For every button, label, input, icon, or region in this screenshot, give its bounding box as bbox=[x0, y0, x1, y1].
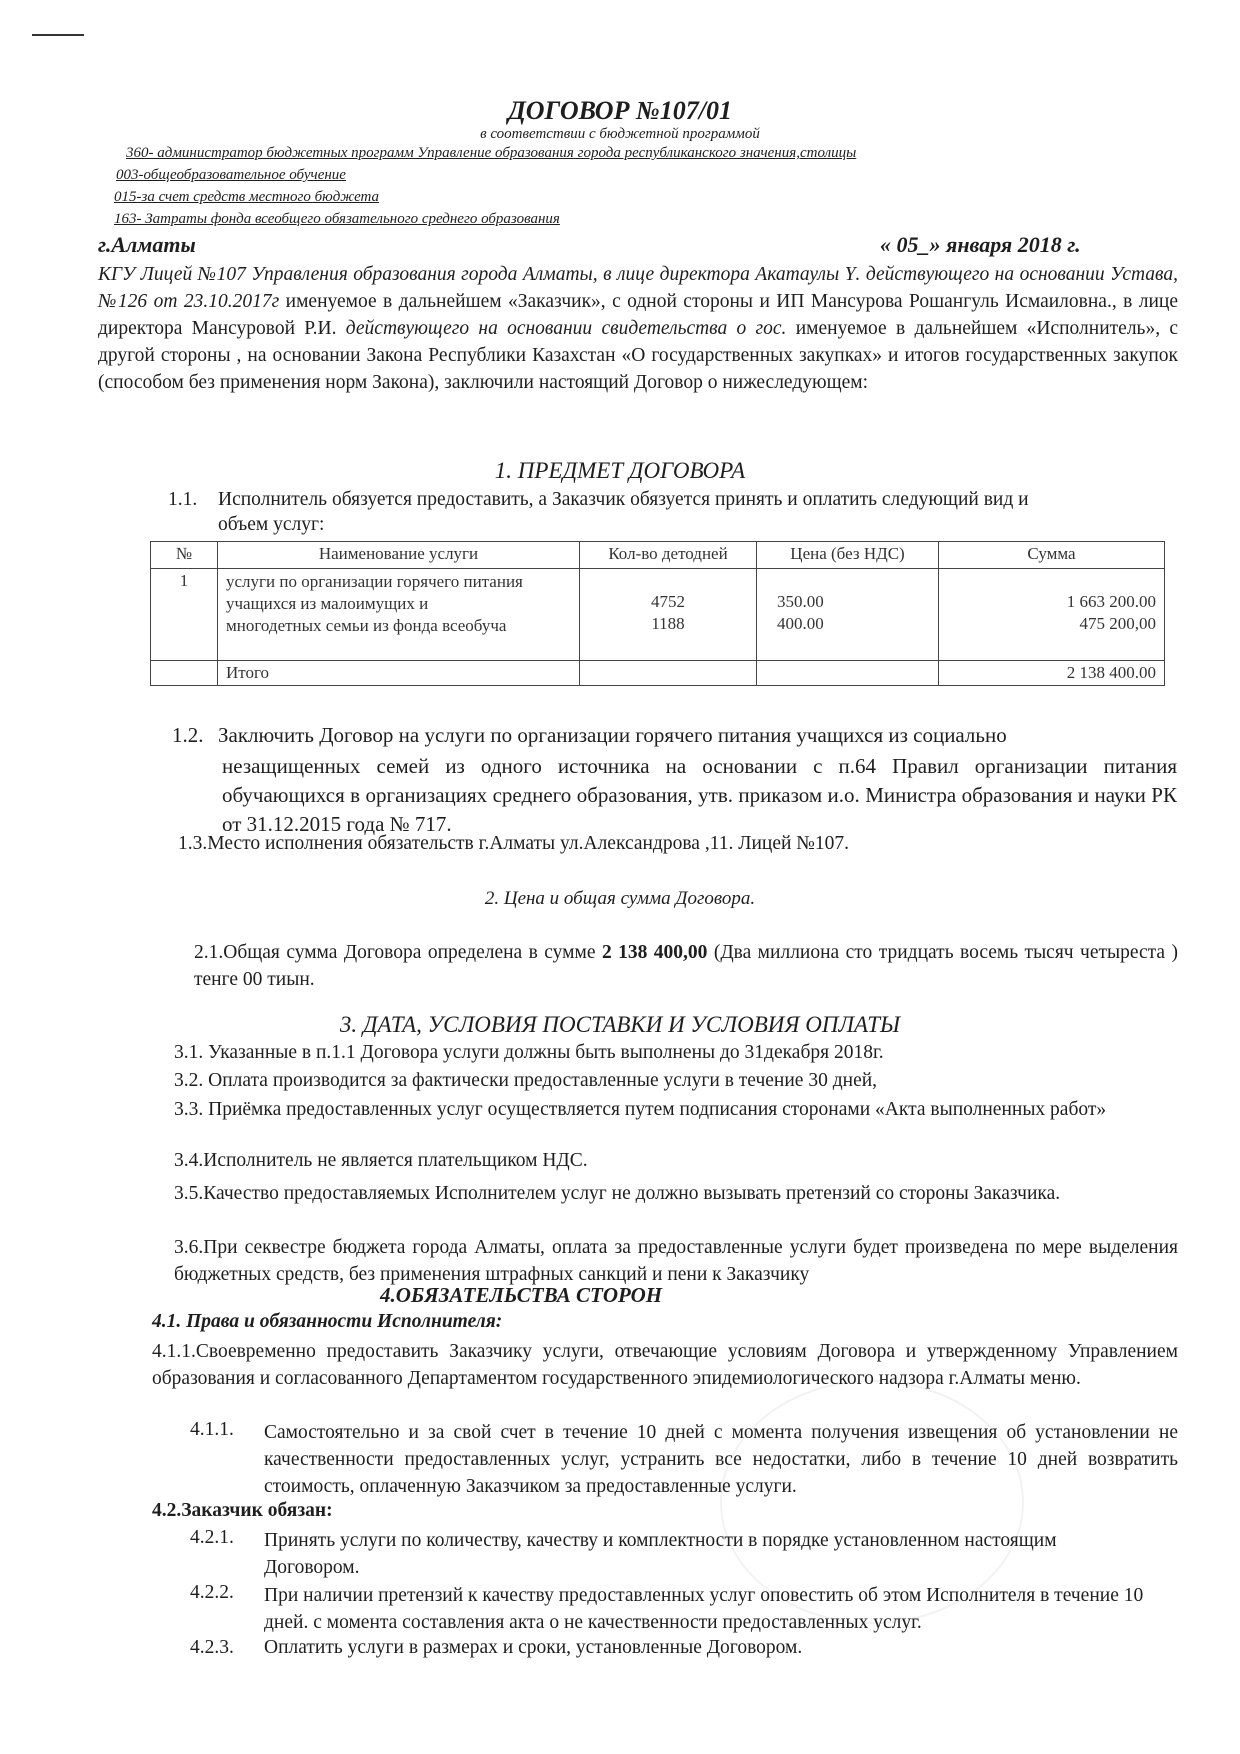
section-3-heading: 3. ДАТА, УСЛОВИЯ ПОСТАВКИ И УСЛОВИЯ ОПЛАТЫ bbox=[339, 1012, 901, 1037]
clause-4-2-1: Принять услуги по количеству, качеству и комплектности в порядке установленном настоящим Договором. bbox=[264, 1530, 1057, 1578]
col-header-price: Цена (без НДС) bbox=[757, 542, 939, 569]
preamble bbox=[98, 261, 1178, 396]
preamble-customer: КГУ Лицей №107 Управления образования города Алматы, в лице директора Акатаулы Ү. действующего на основании Устава, №126 от 23.10.2017г bbox=[98, 264, 1178, 312]
clause-3-5: 3.5.Качество предоставляемых Исполнителем услуг не должно вызывать претензий со стороны Заказчика. bbox=[174, 1183, 1061, 1204]
clause-3-4: 3.4.Исполнитель не является плательщиком НДС. bbox=[174, 1150, 588, 1171]
col-header-qty: Кол-во детодней bbox=[580, 542, 757, 569]
clause-4-1-1-b: Самостоятельно и за свой счет в течение 10 дней с момента получения извещения об установлении не качественности предоставленных услуг, устранить все недостатки, либо в течение 10 дней возвратить стоимость, оплаченную Заказчиком за предоставленные услуги. bbox=[264, 1422, 1178, 1497]
cell-sum bbox=[939, 569, 1165, 661]
cell-price bbox=[757, 569, 939, 661]
qty-1: 4752 bbox=[651, 592, 685, 611]
budget-line-4: 163- Затраты фонда всеобщего обязательного среднего образования bbox=[114, 211, 560, 227]
section-4-heading: 4.ОБЯЗАТЕЛЬСТВА СТОРОН bbox=[380, 1283, 663, 1307]
cell-number: 1 bbox=[151, 569, 218, 661]
total-empty-qty bbox=[580, 661, 757, 686]
clause-3-3: 3.3. Приёмка предоставленных услуг осуществляется путем подписания сторонами «Акта выполненных работ» bbox=[174, 1099, 1107, 1120]
clause-1-3: 1.3.Место исполнения обязательств г.Алматы ул.Александрова ,11. Лицей №107. bbox=[178, 833, 850, 854]
service-line-3: многодетных семьи из фонда всеобуча bbox=[226, 616, 507, 635]
col-header-service: Наименование услуги bbox=[218, 542, 580, 569]
contract-city: г.Алматы bbox=[98, 232, 196, 257]
preamble-text-1: именуемое в дальнейшем «Заказчик», с одной стороны и ИП Мансурова Рошангуль Исмаиловна., в лице директора Мансуровой Р.И. bbox=[98, 291, 1178, 339]
section-2-heading: 2. Цена и общая сумма Договора. bbox=[484, 888, 756, 909]
total-label: Итого bbox=[218, 661, 580, 686]
clause-1-1-line-1: Исполнитель обязуется предоставить, а Заказчик обязуется принять и оплатить следующий вид и bbox=[218, 489, 1029, 510]
budget-line-3: 015-за счет средств местного бюджета bbox=[114, 189, 380, 205]
section-1-heading: 1. ПРЕДМЕТ ДОГОВОРА bbox=[494, 458, 746, 483]
clause-3-6: 3.6.При секвестре бюджета города Алматы, оплата за предоставленные услуги будет произведена по мере выделения бюджетных средств, без применения штрафных санкций и пени к Заказчику bbox=[174, 1237, 1178, 1285]
col-header-sum: Сумма bbox=[939, 542, 1165, 569]
clause-1-1-line-2: объем услуг: bbox=[218, 514, 325, 535]
clause-4-2-2-number: 4.2.2. bbox=[190, 1582, 234, 1603]
col-header-number: № bbox=[151, 542, 218, 569]
contract-subtitle: в соответствии с бюджетной программой bbox=[480, 126, 760, 142]
qty-2: 1188 bbox=[651, 614, 685, 633]
section-4-1-heading: 4.1. Права и обязанности Исполнителя: bbox=[152, 1311, 503, 1332]
clause-1-1-number: 1.1. bbox=[168, 489, 198, 510]
table-header-row bbox=[151, 542, 1165, 569]
clause-4-1-1-b-number: 4.1.1. bbox=[190, 1419, 234, 1440]
clause-4-2-3: Оплатить услуги в размерах и сроки, установленные Договором. bbox=[264, 1637, 803, 1658]
clause-3-2: 3.2. Оплата производится за фактически предоставленные услуги в течение 30 дней, bbox=[174, 1070, 878, 1091]
clause-2-1 bbox=[194, 939, 1178, 993]
service-line-1: услуги по организации горячего питания bbox=[226, 572, 523, 591]
preamble-basis: действующего на основании свидетельства о гос. bbox=[345, 318, 787, 339]
scan-mark bbox=[32, 34, 84, 36]
preamble-text-2: именуемое в дальнейшем «Исполнитель», с другой стороны , на основании Закона Республики Казахстан «О государственных закупках» и итогов государственных закупок (способом без применения норм Закона), заключили настоящий Договор о нижеследующем: bbox=[98, 318, 1178, 393]
total-value: 2 138 400.00 bbox=[939, 661, 1165, 686]
clause-4-1-1-a: 4.1.1.Своевременно предоставить Заказчику услуги, отвечающие условиям Договора и утвержденному Управлением образования и согласованного Департаментом государственного эпидемиологического надзора г.Алматы меню. bbox=[152, 1341, 1178, 1389]
budget-line-2: 003-общеобразовательное обучение bbox=[116, 167, 346, 183]
total-empty-cell bbox=[151, 661, 218, 686]
price-1: 350.00 bbox=[777, 592, 824, 611]
service-line-2: учащихся из малоимущих и bbox=[226, 594, 429, 613]
clause-2-1-text-b: (Два миллиона сто тридцать восемь тысяч четыреста ) тенге 00 тиын. bbox=[194, 942, 1178, 990]
cell-qty bbox=[580, 569, 757, 661]
budget-line-1: 360- администратор бюджетных программ Управление образования города республиканского значения,столицы bbox=[126, 145, 857, 161]
clause-2-1-text-a: 2.1.Общая сумма Договора определена в сумме bbox=[194, 942, 602, 963]
services-table bbox=[150, 541, 1165, 686]
price-2: 400.00 bbox=[777, 614, 824, 633]
sum-2: 475 200,00 bbox=[1079, 614, 1156, 633]
table-row bbox=[151, 569, 1165, 661]
clause-1-2-number: 1.2. bbox=[172, 723, 204, 747]
sum-1: 1 663 200.00 bbox=[1066, 592, 1156, 611]
contract-title: ДОГОВОР №107/01 bbox=[508, 96, 732, 125]
clause-4-2-1-number: 4.2.1. bbox=[190, 1527, 234, 1548]
clause-3-1: 3.1. Указанные в п.1.1 Договора услуги должны быть выполнены до 31декабря 2018г. bbox=[174, 1042, 884, 1063]
clause-1-2-body: незащищенных семей из одного источника на основании с п.64 Правил организации питания обучающихся в организациях среднего образования, утв. приказом и.о. Министра образования и науки РК от 31.12.2015 года № 717. bbox=[222, 754, 1177, 836]
section-4-2-heading: 4.2.Заказчик обязан: bbox=[152, 1500, 333, 1521]
clause-4-2-2: При наличии претензий к качеству предоставленных услуг оповестить об этом Исполнителя в течение 10 дней. с момента составления акта о не качественности предоставленных услуг. bbox=[264, 1585, 1144, 1633]
table-total-row bbox=[151, 661, 1165, 686]
total-empty-price bbox=[757, 661, 939, 686]
contract-total-amount: 2 138 400,00 bbox=[601, 942, 708, 963]
contract-date: « 05_» января 2018 г. bbox=[880, 232, 1081, 257]
cell-service bbox=[218, 569, 580, 661]
clause-1-2-line-1: Заключить Договор на услуги по организации горячего питания учащихся из социально bbox=[218, 723, 1007, 747]
clause-4-2-3-number: 4.2.3. bbox=[190, 1637, 234, 1658]
